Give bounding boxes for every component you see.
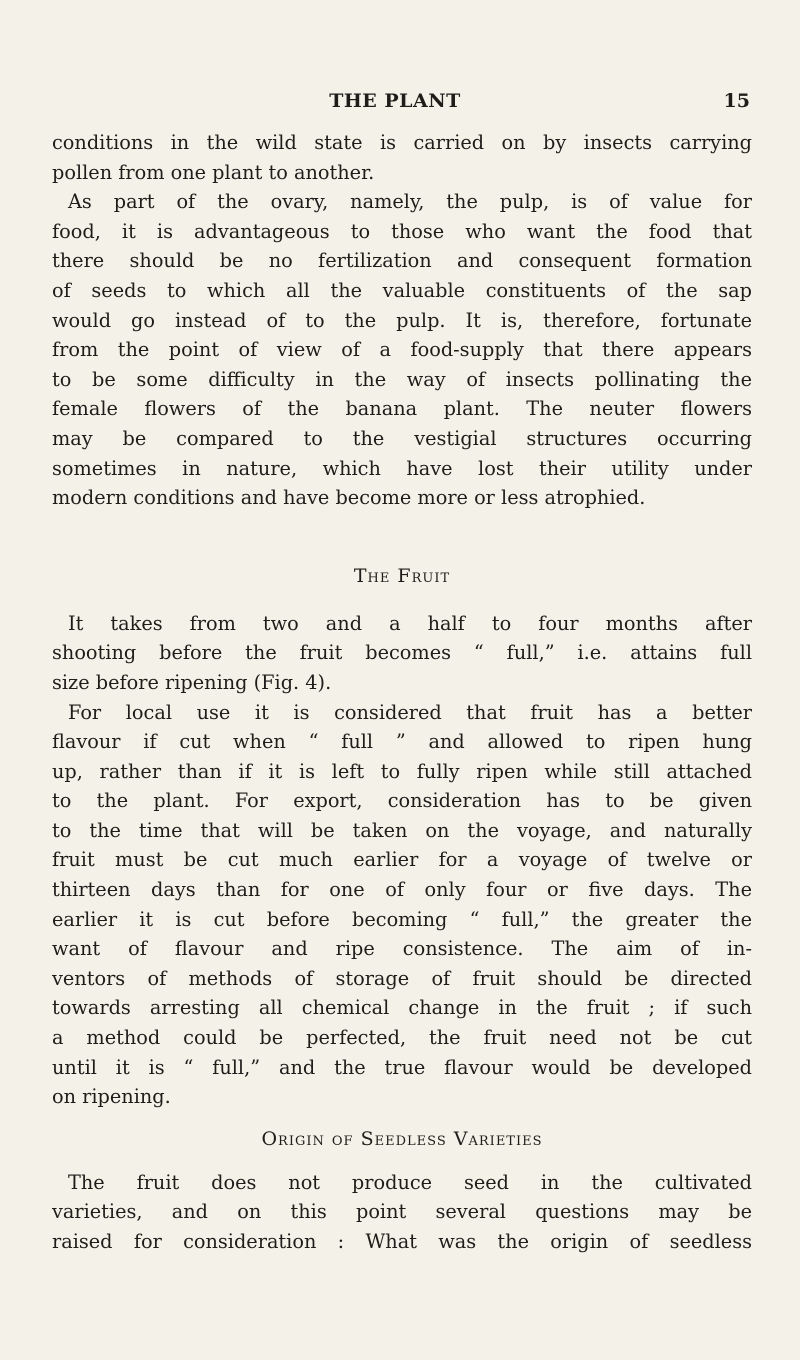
- paragraph-continuation: [52, 128, 752, 187]
- text-line: a method could be perfected, the fruit need not be cut: [52, 1026, 752, 1050]
- text-line: may be compared to the vestigial structures occurring: [52, 426, 752, 450]
- page-number: 15: [723, 90, 750, 112]
- text-line: until it is “ full,” and the true flavour would be developed: [52, 1055, 752, 1079]
- text-line: would go instead of to the pulp. It is, therefore, fortunate: [52, 308, 752, 332]
- text-line: size before ripening (Fig. 4).: [52, 670, 332, 694]
- text-line: ventors of methods of storage of fruit should be directed: [52, 966, 752, 990]
- text-line: food, it is advantageous to those who want the food that: [52, 219, 752, 243]
- text-line: female flowers of the banana plant. The neuter flowers: [52, 397, 752, 421]
- text-line: of seeds to which all the valuable constituents of the sap: [52, 278, 752, 302]
- text-line: want of flavour and ripe consistence. The aim of in-: [52, 937, 752, 961]
- text-line: shooting before the fruit becomes “ full,” i.e. attains full: [52, 641, 752, 665]
- running-title: THE PLANT: [329, 90, 461, 112]
- text-line: The fruit does not produce seed in the cultivated: [68, 1170, 752, 1194]
- text-line: thirteen days than for one of only four or five days. The: [52, 878, 752, 902]
- text-line: from the point of view of a food-supply that there appears: [52, 338, 752, 362]
- paragraph-local-use-export: [52, 698, 752, 1112]
- text-line: It takes from two and a half to four months after: [68, 611, 752, 635]
- text-line: For local use it is considered that fruit has a better: [68, 700, 752, 724]
- text-line: on ripening.: [52, 1085, 171, 1109]
- body-text: [52, 128, 752, 1257]
- text-line: up, rather than if it is left to fully ripen while still attached: [52, 759, 752, 783]
- paragraph-ovary-pulp: [52, 187, 752, 513]
- text-line: As part of the ovary, namely, the pulp, is of value for: [68, 190, 752, 214]
- text-line: raised for consideration : What was the origin of seedless: [52, 1230, 752, 1253]
- text-line: to be some difficulty in the way of insects pollinating the: [52, 367, 752, 391]
- paragraph-seedless-origin: [52, 1168, 752, 1257]
- text-line: earlier it is cut before becoming “ full,” the greater the: [52, 907, 752, 931]
- section-heading-the-fruit: The Fruit: [353, 564, 451, 587]
- text-line: to the time that will be taken on the voyage, and naturally: [52, 818, 752, 842]
- paragraph-fruit-timing: [52, 609, 752, 698]
- text-line: fruit must be cut much earlier for a voyage of twelve or: [52, 848, 752, 872]
- text-line: towards arresting all chemical change in the fruit ; if such: [52, 996, 752, 1020]
- text-line: pollen from one plant to another.: [52, 160, 375, 184]
- text-line: there should be no fertilization and consequent formation: [52, 249, 752, 273]
- text-line: flavour if cut when “ full ” and allowed to ripen hung: [52, 730, 752, 754]
- section-heading-origin-of-seedless-varieties: Origin of Seedless Varieties: [261, 1127, 543, 1150]
- text-line: varieties, and on this point several questions may be: [52, 1200, 752, 1224]
- running-header: [40, 90, 750, 114]
- text-line: conditions in the wild state is carried on by insects carrying: [52, 131, 752, 154]
- text-line: to the plant. For export, consideration has to be given: [52, 789, 752, 813]
- text-line: modern conditions and have become more or less atrophied.: [52, 486, 646, 510]
- text-line: sometimes in nature, which have lost their utility under: [52, 456, 752, 480]
